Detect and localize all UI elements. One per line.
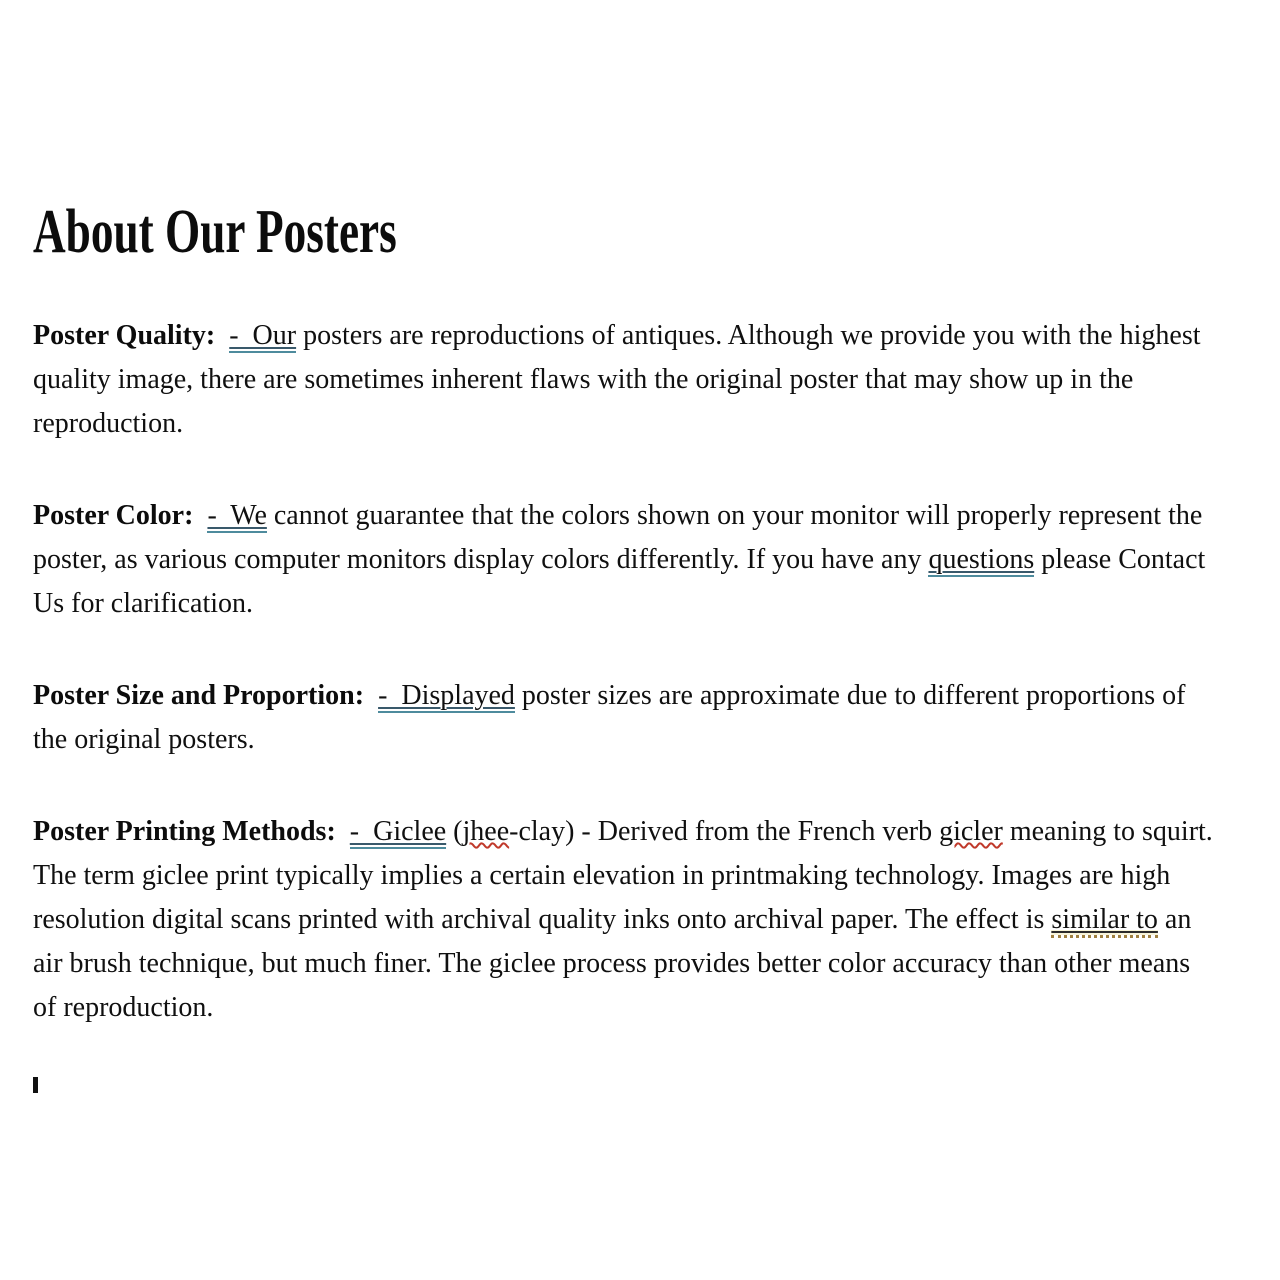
paragraph-text-printing-1: ( [446, 816, 463, 847]
paragraph-text-size: poster sizes are approximate due to different proportions of the original posters. [33, 680, 1193, 755]
paragraph-poster-color [33, 494, 1213, 626]
label-separator [364, 680, 378, 711]
text-cursor [33, 1077, 38, 1093]
paragraph-poster-quality [33, 314, 1213, 446]
paragraph-poster-printing [33, 810, 1220, 1030]
our-link[interactable]: - Our [229, 320, 297, 351]
paragraph-poster-size [33, 674, 1213, 762]
section-label-printing: Poster Printing Methods: [33, 816, 336, 847]
label-separator [215, 320, 229, 351]
paragraph-text-printing-4: an air brush technique, but much finer. The giclee process provides better color accuracy than other means of reproduction. [33, 904, 1199, 1023]
misspelled-word-gicler: gicler [939, 816, 1003, 847]
page-title [33, 200, 1222, 264]
paragraph-text-printing-3: meaning to squirt. The term giclee print typically implies a certain elevation in printmaking technology. Images are high resolution digital scans printed with archival quality inks onto archival paper. The effect is [33, 816, 1220, 935]
paragraph-text-color-2: please Contact Us for clarification. [33, 544, 1213, 619]
misspelled-word-jhee: jhee [462, 816, 510, 847]
displayed-link[interactable]: - Displayed [378, 680, 515, 711]
paragraph-text-quality: posters are reproductions of antiques. Although we provide you with the highest quality image, there are sometimes inherent flaws with the original poster that may show up in the reproduction. [33, 320, 1208, 439]
section-label-color: Poster Color: [33, 500, 194, 531]
paragraph-text-color-1: cannot guarantee that the colors shown on your monitor will properly represent the poster, as various computer monitors display colors differently. If you have any [33, 500, 1210, 575]
questions-link[interactable]: questions [928, 544, 1035, 575]
section-label-size: Poster Size and Proportion: [33, 680, 365, 711]
grammar-suggestion: similar to [1051, 904, 1158, 938]
we-link[interactable]: - We [207, 500, 267, 531]
page-title-text: About Our Posters [33, 198, 397, 266]
label-separator [336, 816, 350, 847]
label-separator [193, 500, 207, 531]
giclee-link[interactable]: - Giclee [349, 816, 447, 847]
paragraph-text-printing-2: -clay) - Derived from the French verb [509, 816, 940, 847]
section-label-quality: Poster Quality: [33, 320, 216, 351]
